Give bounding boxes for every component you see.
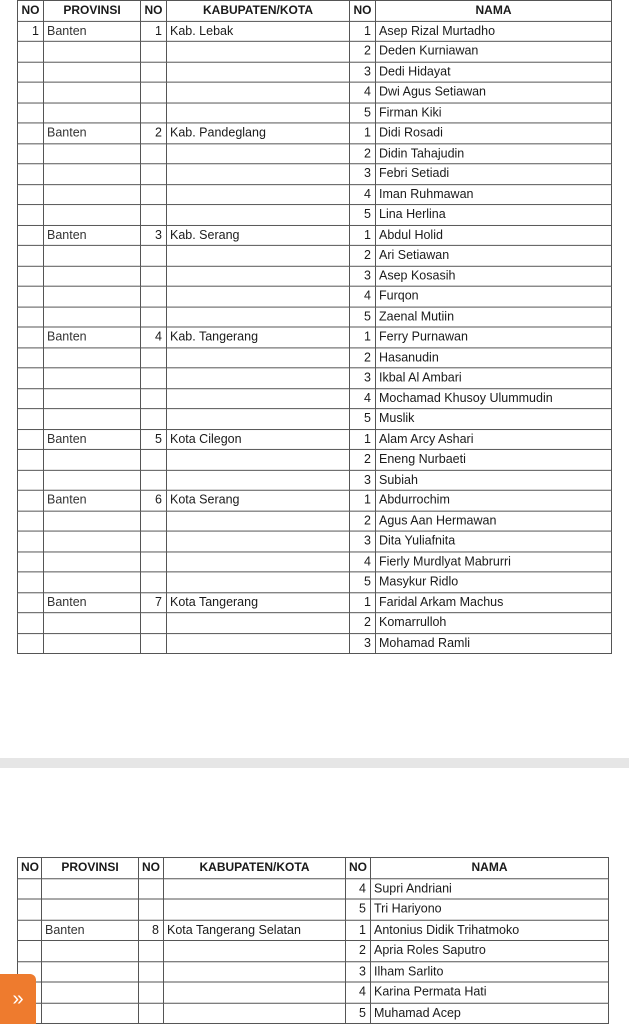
- table-row: [18, 307, 612, 327]
- table-row: [18, 123, 612, 143]
- cell-provinsi: [42, 1003, 139, 1024]
- table-row: [18, 878, 609, 899]
- cell-no-nama: 1: [350, 21, 376, 41]
- header-no: NO: [18, 0, 44, 20]
- cell-nama: Dedi Hidayat: [376, 62, 612, 82]
- cell-kabupaten-kota: [167, 613, 350, 633]
- cell-no-nama: 5: [350, 205, 376, 225]
- cell-provinsi: Banten: [44, 592, 141, 612]
- header-nama: NAMA: [376, 0, 612, 20]
- cell-provinsi: [44, 470, 141, 490]
- table-row: [18, 941, 609, 962]
- double-chevron-right-icon[interactable]: [0, 974, 36, 1024]
- cell-provinsi: Banten: [44, 123, 141, 143]
- cell-no: [18, 941, 42, 962]
- cell-nama: Deden Kurniawan: [376, 41, 612, 61]
- cell-nama: Ilham Sarlito: [371, 961, 609, 982]
- cell-no-kab: 2: [141, 123, 167, 143]
- cell-kabupaten-kota: [167, 409, 350, 429]
- header-no-nama: NO: [350, 0, 376, 20]
- cell-no-nama: 3: [350, 531, 376, 551]
- cell-kabupaten-kota: [167, 633, 350, 653]
- participants-table-page-2: [17, 857, 609, 1024]
- cell-no-nama: 1: [350, 490, 376, 510]
- cell-provinsi: [44, 266, 141, 286]
- cell-provinsi: [44, 388, 141, 408]
- table-row: [18, 184, 612, 204]
- cell-nama: Masykur Ridlo: [376, 572, 612, 592]
- cell-no-nama: 4: [346, 878, 371, 899]
- table-header-row: [18, 0, 612, 20]
- cell-no-nama: 1: [350, 592, 376, 612]
- cell-provinsi: [44, 41, 141, 61]
- cell-nama: Firman Kiki: [376, 103, 612, 123]
- cell-no: [18, 531, 44, 551]
- cell-kabupaten-kota: [164, 961, 346, 982]
- cell-nama: Subiah: [376, 470, 612, 490]
- cell-kabupaten-kota: [164, 982, 346, 1003]
- cell-kabupaten-kota: [167, 82, 350, 102]
- cell-no-kab: [141, 531, 167, 551]
- cell-no-kab: [141, 551, 167, 571]
- cell-no-nama: 2: [350, 613, 376, 633]
- table-row: [18, 1003, 609, 1024]
- cell-nama: Abdul Holid: [376, 225, 612, 245]
- cell-no-kab: [141, 511, 167, 531]
- fab-glyph: »: [12, 987, 24, 1010]
- cell-nama: Muhamad Acep: [371, 1003, 609, 1024]
- document-page-2: [0, 768, 629, 1024]
- cell-provinsi: [44, 245, 141, 265]
- cell-no-nama: 2: [350, 143, 376, 163]
- cell-no-nama: 5: [346, 1003, 371, 1024]
- cell-no-kab: [141, 409, 167, 429]
- cell-nama: Furqon: [376, 286, 612, 306]
- cell-provinsi: [44, 62, 141, 82]
- cell-kabupaten-kota: [167, 103, 350, 123]
- cell-provinsi: [42, 982, 139, 1003]
- header-no-kab: NO: [141, 0, 167, 20]
- cell-kabupaten-kota: [167, 572, 350, 592]
- table-row: [18, 551, 612, 571]
- cell-provinsi: [44, 347, 141, 367]
- table-row: [18, 368, 612, 388]
- cell-kabupaten-kota: [167, 245, 350, 265]
- cell-no-kab: [141, 266, 167, 286]
- cell-no-nama: 1: [350, 123, 376, 143]
- cell-no-nama: 2: [350, 41, 376, 61]
- cell-nama: Ferry Purnawan: [376, 327, 612, 347]
- cell-nama: Muslik: [376, 409, 612, 429]
- table-row: [18, 633, 612, 653]
- header-provinsi: PROVINSI: [44, 0, 141, 20]
- cell-nama: Didin Tahajudin: [376, 143, 612, 163]
- cell-provinsi: [44, 184, 141, 204]
- cell-provinsi: [44, 449, 141, 469]
- cell-nama: Tri Hariyono: [371, 899, 609, 920]
- cell-kabupaten-kota: [167, 368, 350, 388]
- cell-no-nama: 3: [350, 633, 376, 653]
- cell-no-kab: [139, 961, 164, 982]
- cell-nama: Mohamad Ramli: [376, 633, 612, 653]
- cell-no-nama: 3: [350, 164, 376, 184]
- cell-nama: Karina Permata Hati: [371, 982, 609, 1003]
- cell-provinsi: [44, 551, 141, 571]
- cell-no-kab: [141, 245, 167, 265]
- cell-no-kab: [141, 143, 167, 163]
- table-body: [18, 878, 609, 1023]
- cell-no-kab: 1: [141, 21, 167, 41]
- cell-kabupaten-kota: [164, 1003, 346, 1024]
- cell-nama: Supri Andriani: [371, 878, 609, 899]
- cell-kabupaten-kota: [167, 551, 350, 571]
- cell-no-nama: 4: [350, 551, 376, 571]
- cell-nama: Ikbal Al Ambari: [376, 368, 612, 388]
- cell-no-kab: 4: [141, 327, 167, 347]
- cell-nama: Alam Arcy Ashari: [376, 429, 612, 449]
- cell-nama: Abdurrochim: [376, 490, 612, 510]
- cell-provinsi: [44, 572, 141, 592]
- cell-no-nama: 5: [350, 103, 376, 123]
- cell-no-nama: 3: [350, 470, 376, 490]
- cell-no: [18, 633, 44, 653]
- cell-no: [18, 592, 44, 612]
- cell-no-kab: [139, 941, 164, 962]
- header-kabupaten-kota: KABUPATEN/KOTA: [164, 858, 346, 879]
- cell-kabupaten-kota: [167, 205, 350, 225]
- cell-no-kab: [141, 347, 167, 367]
- cell-no: [18, 164, 44, 184]
- cell-provinsi: [42, 961, 139, 982]
- cell-kabupaten-kota: Kab. Tangerang: [167, 327, 350, 347]
- cell-no-kab: [141, 205, 167, 225]
- cell-nama: Antonius Didik Trihatmoko: [371, 920, 609, 941]
- table-row: [18, 388, 612, 408]
- cell-no-nama: 4: [350, 184, 376, 204]
- page-separator: [0, 758, 629, 768]
- cell-no-kab: 8: [139, 920, 164, 941]
- cell-provinsi: [44, 613, 141, 633]
- cell-provinsi: [44, 368, 141, 388]
- cell-no-nama: 1: [350, 225, 376, 245]
- cell-kabupaten-kota: [167, 164, 350, 184]
- cell-provinsi: [44, 511, 141, 531]
- cell-provinsi: [44, 286, 141, 306]
- cell-provinsi: Banten: [44, 429, 141, 449]
- cell-no-kab: [141, 103, 167, 123]
- cell-nama: Dwi Agus Setiawan: [376, 82, 612, 102]
- cell-no-kab: [141, 41, 167, 61]
- cell-no: [18, 511, 44, 531]
- table-row: [18, 164, 612, 184]
- cell-nama: Faridal Arkam Machus: [376, 592, 612, 612]
- cell-kabupaten-kota: Kota Tangerang: [167, 592, 350, 612]
- cell-nama: Fierly Murdlyat Mabrurri: [376, 551, 612, 571]
- cell-no: [18, 307, 44, 327]
- cell-no-nama: 3: [350, 62, 376, 82]
- cell-no-kab: [141, 184, 167, 204]
- cell-nama: Zaenal Mutiin: [376, 307, 612, 327]
- cell-no: [18, 551, 44, 571]
- cell-no: [18, 920, 42, 941]
- cell-no-kab: [141, 633, 167, 653]
- cell-provinsi: Banten: [44, 327, 141, 347]
- cell-provinsi: Banten: [42, 920, 139, 941]
- table-row: [18, 572, 612, 592]
- cell-no-nama: 1: [350, 327, 376, 347]
- cell-no-kab: [141, 164, 167, 184]
- table-row: [18, 41, 612, 61]
- cell-nama: Agus Aan Hermawan: [376, 511, 612, 531]
- cell-no: 1: [18, 21, 44, 41]
- cell-kabupaten-kota: Kota Cilegon: [167, 429, 350, 449]
- table-row: [18, 143, 612, 163]
- table-row: [18, 409, 612, 429]
- cell-nama: Dita Yuliafnita: [376, 531, 612, 551]
- cell-nama: Iman Ruhmawan: [376, 184, 612, 204]
- cell-no-nama: 5: [350, 572, 376, 592]
- table-row: [18, 920, 609, 941]
- table-row: [18, 103, 612, 123]
- table-row: [18, 470, 612, 490]
- cell-no: [18, 347, 44, 367]
- cell-no: [18, 286, 44, 306]
- cell-kabupaten-kota: [167, 143, 350, 163]
- cell-no: [18, 143, 44, 163]
- cell-no-nama: 4: [350, 388, 376, 408]
- table-row: [18, 531, 612, 551]
- cell-provinsi: [44, 103, 141, 123]
- cell-provinsi: [44, 205, 141, 225]
- cell-nama: Ari Setiawan: [376, 245, 612, 265]
- table-body: [18, 21, 612, 654]
- cell-kabupaten-kota: [167, 62, 350, 82]
- table-row: [18, 225, 612, 245]
- table-row: [18, 592, 612, 612]
- cell-nama: Lina Herlina: [376, 205, 612, 225]
- table-row: [18, 327, 612, 347]
- cell-kabupaten-kota: Kab. Pandeglang: [167, 123, 350, 143]
- cell-no: [18, 62, 44, 82]
- cell-provinsi: [44, 307, 141, 327]
- table-row: [18, 899, 609, 920]
- table-row: [18, 347, 612, 367]
- cell-no: [18, 123, 44, 143]
- cell-no: [18, 429, 44, 449]
- cell-provinsi: Banten: [44, 490, 141, 510]
- cell-no: [18, 409, 44, 429]
- cell-no: [18, 41, 44, 61]
- cell-no-nama: 5: [350, 409, 376, 429]
- header-no: NO: [18, 858, 42, 879]
- cell-no-nama: 2: [350, 347, 376, 367]
- header-kabupaten-kota: KABUPATEN/KOTA: [167, 0, 350, 20]
- cell-no: [18, 572, 44, 592]
- cell-kabupaten-kota: [167, 347, 350, 367]
- cell-kabupaten-kota: [167, 449, 350, 469]
- table-row: [18, 266, 612, 286]
- cell-no: [18, 184, 44, 204]
- cell-no-kab: [141, 62, 167, 82]
- cell-nama: Hasanudin: [376, 347, 612, 367]
- cell-no: [18, 205, 44, 225]
- cell-no-nama: 4: [350, 82, 376, 102]
- cell-kabupaten-kota: [164, 941, 346, 962]
- cell-no-nama: 5: [350, 307, 376, 327]
- cell-nama: Eneng Nurbaeti: [376, 449, 612, 469]
- cell-kabupaten-kota: Kota Tangerang Selatan: [164, 920, 346, 941]
- cell-no: [18, 613, 44, 633]
- cell-provinsi: [42, 941, 139, 962]
- header-no-nama: NO: [346, 858, 371, 879]
- table-row: [18, 613, 612, 633]
- cell-no-nama: 3: [350, 368, 376, 388]
- table-header-row: [18, 858, 609, 879]
- table-row: [18, 62, 612, 82]
- table-row: [18, 286, 612, 306]
- cell-no: [18, 878, 42, 899]
- cell-no-kab: [141, 286, 167, 306]
- cell-no: [18, 368, 44, 388]
- cell-no-nama: 2: [350, 245, 376, 265]
- table-row: [18, 82, 612, 102]
- cell-no-nama: 2: [350, 449, 376, 469]
- cell-no-kab: [139, 878, 164, 899]
- cell-no-kab: 3: [141, 225, 167, 245]
- table-row: [18, 205, 612, 225]
- cell-no: [18, 82, 44, 102]
- cell-kabupaten-kota: Kab. Lebak: [167, 21, 350, 41]
- cell-no: [18, 470, 44, 490]
- cell-no-kab: 7: [141, 592, 167, 612]
- cell-no-nama: 5: [346, 899, 371, 920]
- cell-no: [18, 266, 44, 286]
- cell-no: [18, 245, 44, 265]
- cell-provinsi: [44, 143, 141, 163]
- cell-no: [18, 103, 44, 123]
- cell-no-kab: [141, 388, 167, 408]
- cell-no-kab: [139, 982, 164, 1003]
- cell-no-nama: 3: [350, 266, 376, 286]
- cell-nama: Mochamad Khusoy Ulummudin: [376, 388, 612, 408]
- cell-no-kab: [139, 1003, 164, 1024]
- cell-no-nama: 2: [346, 941, 371, 962]
- cell-provinsi: [44, 633, 141, 653]
- cell-kabupaten-kota: [167, 41, 350, 61]
- cell-no: [18, 327, 44, 347]
- cell-nama: Febri Setiadi: [376, 164, 612, 184]
- cell-nama: Komarrulloh: [376, 613, 612, 633]
- cell-kabupaten-kota: [167, 307, 350, 327]
- cell-no-kab: [141, 449, 167, 469]
- cell-nama: Asep Kosasih: [376, 266, 612, 286]
- cell-kabupaten-kota: [164, 878, 346, 899]
- header-nama: NAMA: [371, 858, 609, 879]
- cell-no: [18, 225, 44, 245]
- cell-provinsi: [42, 878, 139, 899]
- cell-provinsi: [44, 164, 141, 184]
- cell-no-nama: 2: [350, 511, 376, 531]
- table-row: [18, 21, 612, 41]
- cell-kabupaten-kota: Kab. Serang: [167, 225, 350, 245]
- table-row: [18, 961, 609, 982]
- cell-no-kab: [141, 572, 167, 592]
- cell-provinsi: [44, 82, 141, 102]
- cell-kabupaten-kota: [167, 286, 350, 306]
- cell-nama: Asep Rizal Murtadho: [376, 21, 612, 41]
- cell-no-nama: 1: [346, 920, 371, 941]
- cell-provinsi: Banten: [44, 21, 141, 41]
- cell-no: [18, 388, 44, 408]
- cell-no-nama: 4: [346, 982, 371, 1003]
- cell-kabupaten-kota: [167, 388, 350, 408]
- cell-provinsi: [42, 899, 139, 920]
- cell-no-kab: [139, 899, 164, 920]
- table-row: [18, 429, 612, 449]
- header-no-kab: NO: [139, 858, 164, 879]
- cell-nama: Didi Rosadi: [376, 123, 612, 143]
- table-row: [18, 245, 612, 265]
- cell-provinsi: Banten: [44, 225, 141, 245]
- table-row: [18, 490, 612, 510]
- cell-kabupaten-kota: [167, 531, 350, 551]
- cell-no-kab: 6: [141, 490, 167, 510]
- participants-table-page-1: [17, 0, 612, 654]
- cell-kabupaten-kota: Kota Serang: [167, 490, 350, 510]
- cell-kabupaten-kota: [167, 511, 350, 531]
- cell-no-kab: [141, 470, 167, 490]
- header-provinsi: PROVINSI: [42, 858, 139, 879]
- cell-provinsi: [44, 531, 141, 551]
- cell-kabupaten-kota: [167, 470, 350, 490]
- table-row: [18, 511, 612, 531]
- cell-no: [18, 490, 44, 510]
- cell-kabupaten-kota: [167, 266, 350, 286]
- cell-no-kab: [141, 82, 167, 102]
- cell-no-nama: 1: [350, 429, 376, 449]
- cell-kabupaten-kota: [167, 184, 350, 204]
- cell-kabupaten-kota: [164, 899, 346, 920]
- cell-no-nama: 3: [346, 961, 371, 982]
- cell-provinsi: [44, 409, 141, 429]
- table-row: [18, 982, 609, 1003]
- cell-no-kab: [141, 307, 167, 327]
- cell-no: [18, 899, 42, 920]
- table-row: [18, 449, 612, 469]
- cell-no-kab: [141, 368, 167, 388]
- cell-no-nama: 4: [350, 286, 376, 306]
- cell-no-kab: 5: [141, 429, 167, 449]
- cell-no-kab: [141, 613, 167, 633]
- cell-nama: Apria Roles Saputro: [371, 941, 609, 962]
- cell-no: [18, 449, 44, 469]
